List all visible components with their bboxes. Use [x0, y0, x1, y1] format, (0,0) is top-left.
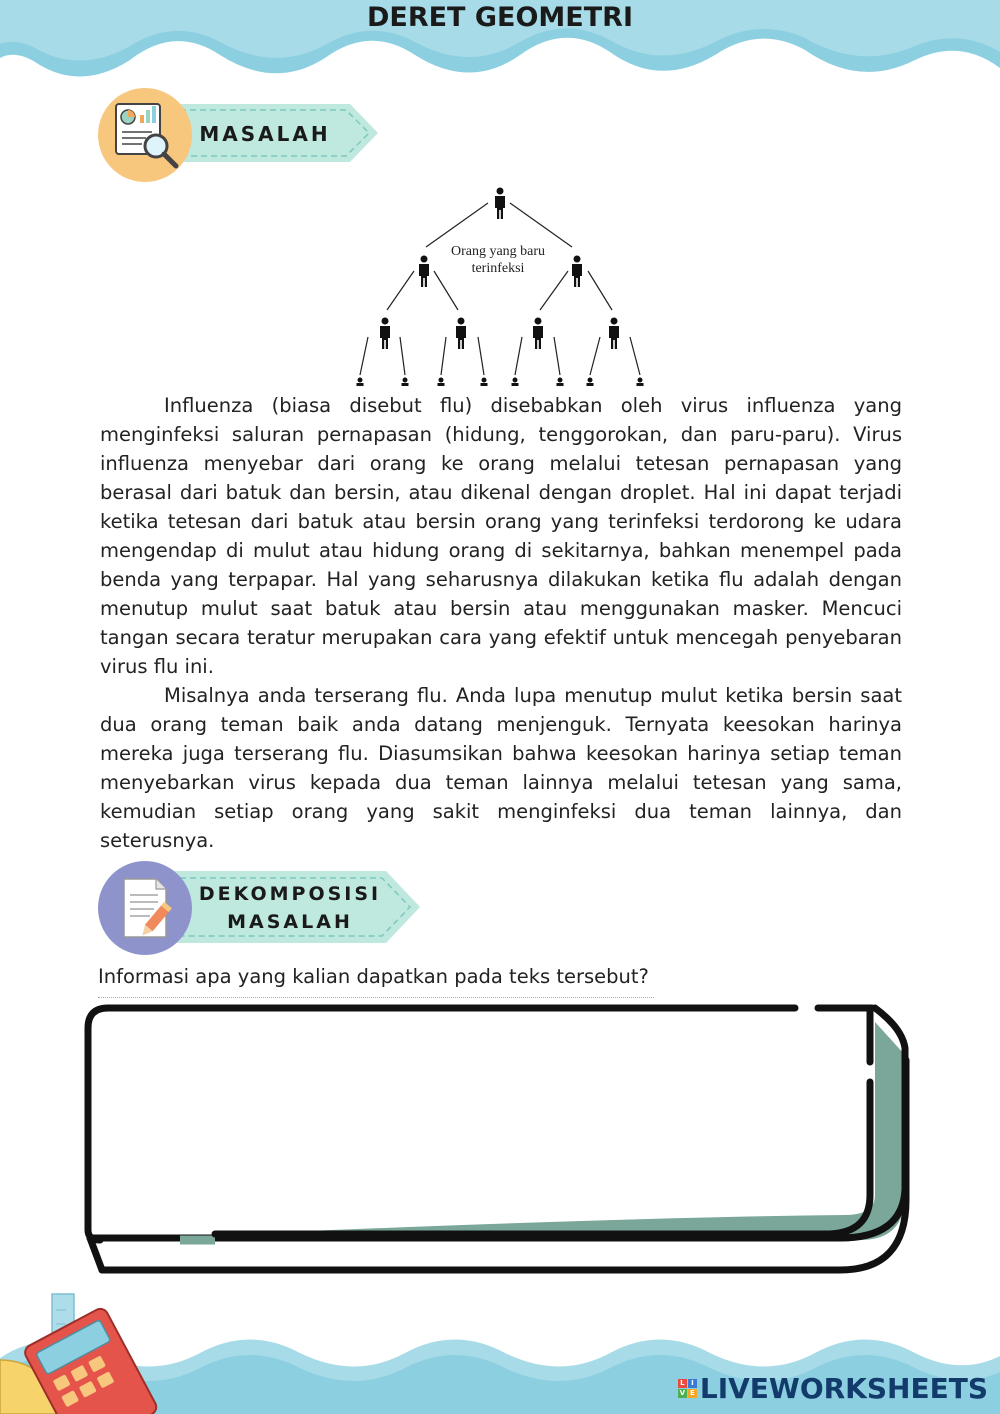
person-icon [572, 256, 582, 288]
tree-label-line2: terinfeksi [471, 261, 525, 276]
dekomposisi-label [190, 880, 390, 936]
tree-label [438, 243, 558, 277]
person-icon [609, 318, 619, 350]
document-pencil-icon [98, 861, 192, 955]
page-title: DERET GEOMETRI [366, 2, 634, 33]
calculator-ruler-illustration [0, 1290, 170, 1414]
small-person-icon [512, 378, 519, 387]
person-icon [456, 318, 466, 350]
tree-label-line1: Orang yang baru [450, 244, 546, 259]
small-person-icon [481, 378, 488, 387]
report-magnifier-icon [98, 88, 192, 182]
person-icon [533, 318, 543, 350]
masalah-icon-circle [98, 88, 192, 182]
paragraph-2: Misalnya anda terserang flu. Anda lupa menutup mulut ketika bersin saat dua orang teman baik anda datang menjenguk. Ternyata keesokan harinya mereka juga terserang flu. Diasumsikan bahwa keesokan harinya setiap teman menyebarkan virus kepada dua teman lainnya melalui tetesan yang sama, kemudian setiap orang yang sakit menginfeksi dua teman lainnya, dan seterusnya. [100, 684, 902, 852]
answer-textarea[interactable] [100, 1022, 854, 1226]
small-person-icon [438, 378, 445, 387]
person-icon [495, 188, 505, 220]
small-person-icon [357, 378, 364, 387]
liveworksheets-brand [678, 1372, 988, 1405]
masalah-label: MASALAH [199, 122, 331, 146]
paragraph-1: Influenza (biasa disebut flu) disebabkan oleh virus influenza yang menginfeksi saluran pernapasan (hidung, tenggorokan, dan paru-paru). Virus influenza menyebar dari orang ke orang melalui tetesan pernapasan yang berasal dari batuk dan bersin, atau dikenal dengan droplet. Hal ini dapat terjadi ketika tetesan dari batuk atau bersin orang yang terinfeksi terdorong ke udara mengendap di mulut atau hidung orang di sekitarnya, bahkan menempel pada benda yang terpapar. Hal yang seharusnya dilakukan ketika flu adalah dengan menutup mulut saat batuk atau bersin atau menggunakan masker. Mencuci tangan secara teratur merupakan cara yang efektif untuk mencegah penyebaran virus flu ini. [100, 394, 902, 678]
dekomposisi-icon-circle [98, 861, 192, 955]
small-person-icon [402, 378, 409, 387]
person-icon [419, 256, 429, 288]
small-person-icon [557, 378, 564, 387]
infection-tree-diagram [340, 185, 660, 390]
brand-text: LIVEWORKSHEETS [699, 1372, 988, 1405]
dekomposisi-label-line2: MASALAH [227, 911, 353, 933]
person-icon [380, 318, 390, 350]
dekomposisi-label-line1: DEKOMPOSISI [198, 883, 382, 905]
question-prompt: Informasi apa yang kalian dapatkan pada teks tersebut? [98, 963, 654, 998]
small-person-icon [587, 378, 594, 387]
liveworksheets-logo-icon: L I V E [678, 1379, 697, 1398]
small-person-icon [637, 378, 644, 387]
